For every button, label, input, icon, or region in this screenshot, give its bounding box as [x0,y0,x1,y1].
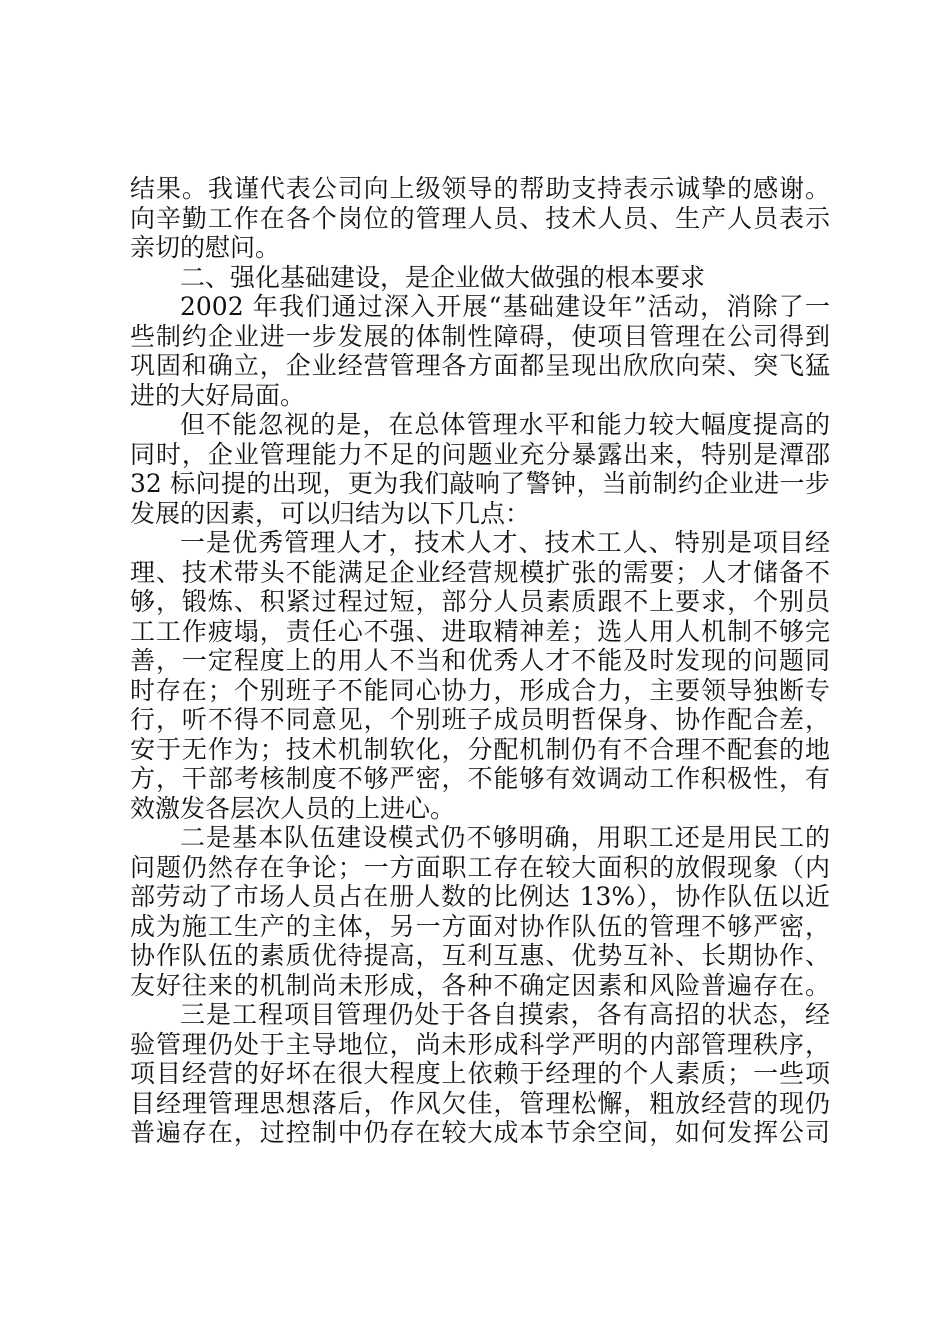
text-line: 2002 年我们通过深入开展“基础建设年”活动，消除了一 [180,292,830,321]
text-line: 亲切的慰问。 [130,233,281,262]
text-line: 时存在；个别班子不能同心协力，形成合力，主要领导独断专 [130,675,830,705]
text-line: 安于无作为；技术机制软化，分配机制仍有不合理不配套的地 [130,734,830,764]
text-line: 一是优秀管理人才，技术人才、技术工人、特别是项目经 [180,528,830,557]
text-line: 协作队伍的素质优待提高，互利互惠、优势互补、长期协作、 [130,941,830,970]
text-line: 巩固和确立，企业经营管理各方面都呈现出欣欣向荣、突飞猛 [130,351,830,380]
text-line: 理、技术带头不能满足企业经营规模扩张的需要；人才储备不 [130,557,830,587]
text-line: 发展的因素，可以归结为以下几点： [130,498,531,528]
text-line: 友好往来的机制尚未形成，各种不确定因素和风险普遍存在。 [130,970,830,1000]
text-line: 向辛勤工作在各个岗位的管理人员、技术人员、生产人员表示 [130,203,830,233]
text-line: 二是基本队伍建设模式仍不够明确，用职工还是用民工的 [180,823,830,852]
text-line: 成为施工生产的主体，另一方面对协作队伍的管理不够严密， [130,911,830,941]
text-line: 问题仍然存在争论；一方面职工存在较大面积的放假现象（内 [130,852,830,882]
text-line: 验管理仍处于主导地位，尚未形成科学严明的内部管理秩序， [130,1029,830,1059]
text-line: 部劳动了市场人员占在册人数的比例达 13%），协作队伍以近 [130,882,830,911]
text-line: 善，一定程度上的用人不当和优秀人才不能及时发现的问题同 [130,646,830,675]
text-line: 三是工程项目管理仍处于各自摸索，各有高招的状态，经 [180,1000,830,1029]
text-line: 行，听不得不同意见，个别班子成员明哲保身、协作配合差， [130,705,830,734]
text-line: 方，干部考核制度不够严密，不能够有效调动工作积极性，有 [130,764,830,793]
text-line: 进的大好局面。 [130,380,306,410]
text-line: 效激发各层次人员的上进心。 [130,793,456,823]
text-line: 普遍存在，过控制中仍存在较大成本节余空间，如何发挥公司 [130,1118,830,1147]
text-line: 结果。我谨代表公司向上级领导的帮助支持表示诚挚的感谢。 [130,174,830,203]
document-page [130,174,830,1148]
text-line: 够，锻炼、积紧过程过短，部分人员素质跟不上要求，个别员 [130,587,830,616]
text-line: 同时，企业管理能力不足的问题业充分暴露出来，特别是潭邵 [130,439,830,469]
text-line: 但不能忽视的是，在总体管理水平和能力较大幅度提高的 [180,410,830,439]
text-line: 二、强化基础建设，是企业做大做强的根本要求 [180,262,706,292]
text-line: 些制约企业进一步发展的体制性障碍，使项目管理在公司得到 [130,321,830,351]
text-line: 工工作疲塌，责任心不强、进取精神差；选人用人机制不够完 [130,616,830,646]
text-line: 项目经营的好坏在很大程度上依赖于经理的个人素质；一些项 [130,1059,830,1088]
text-line: 32 标问提的出现，更为我们敲响了警钟，当前制约企业进一步 [130,469,830,498]
text-line: 目经理管理思想落后，作风欠佳，管理松懈，粗放经营的现仍 [130,1088,830,1118]
